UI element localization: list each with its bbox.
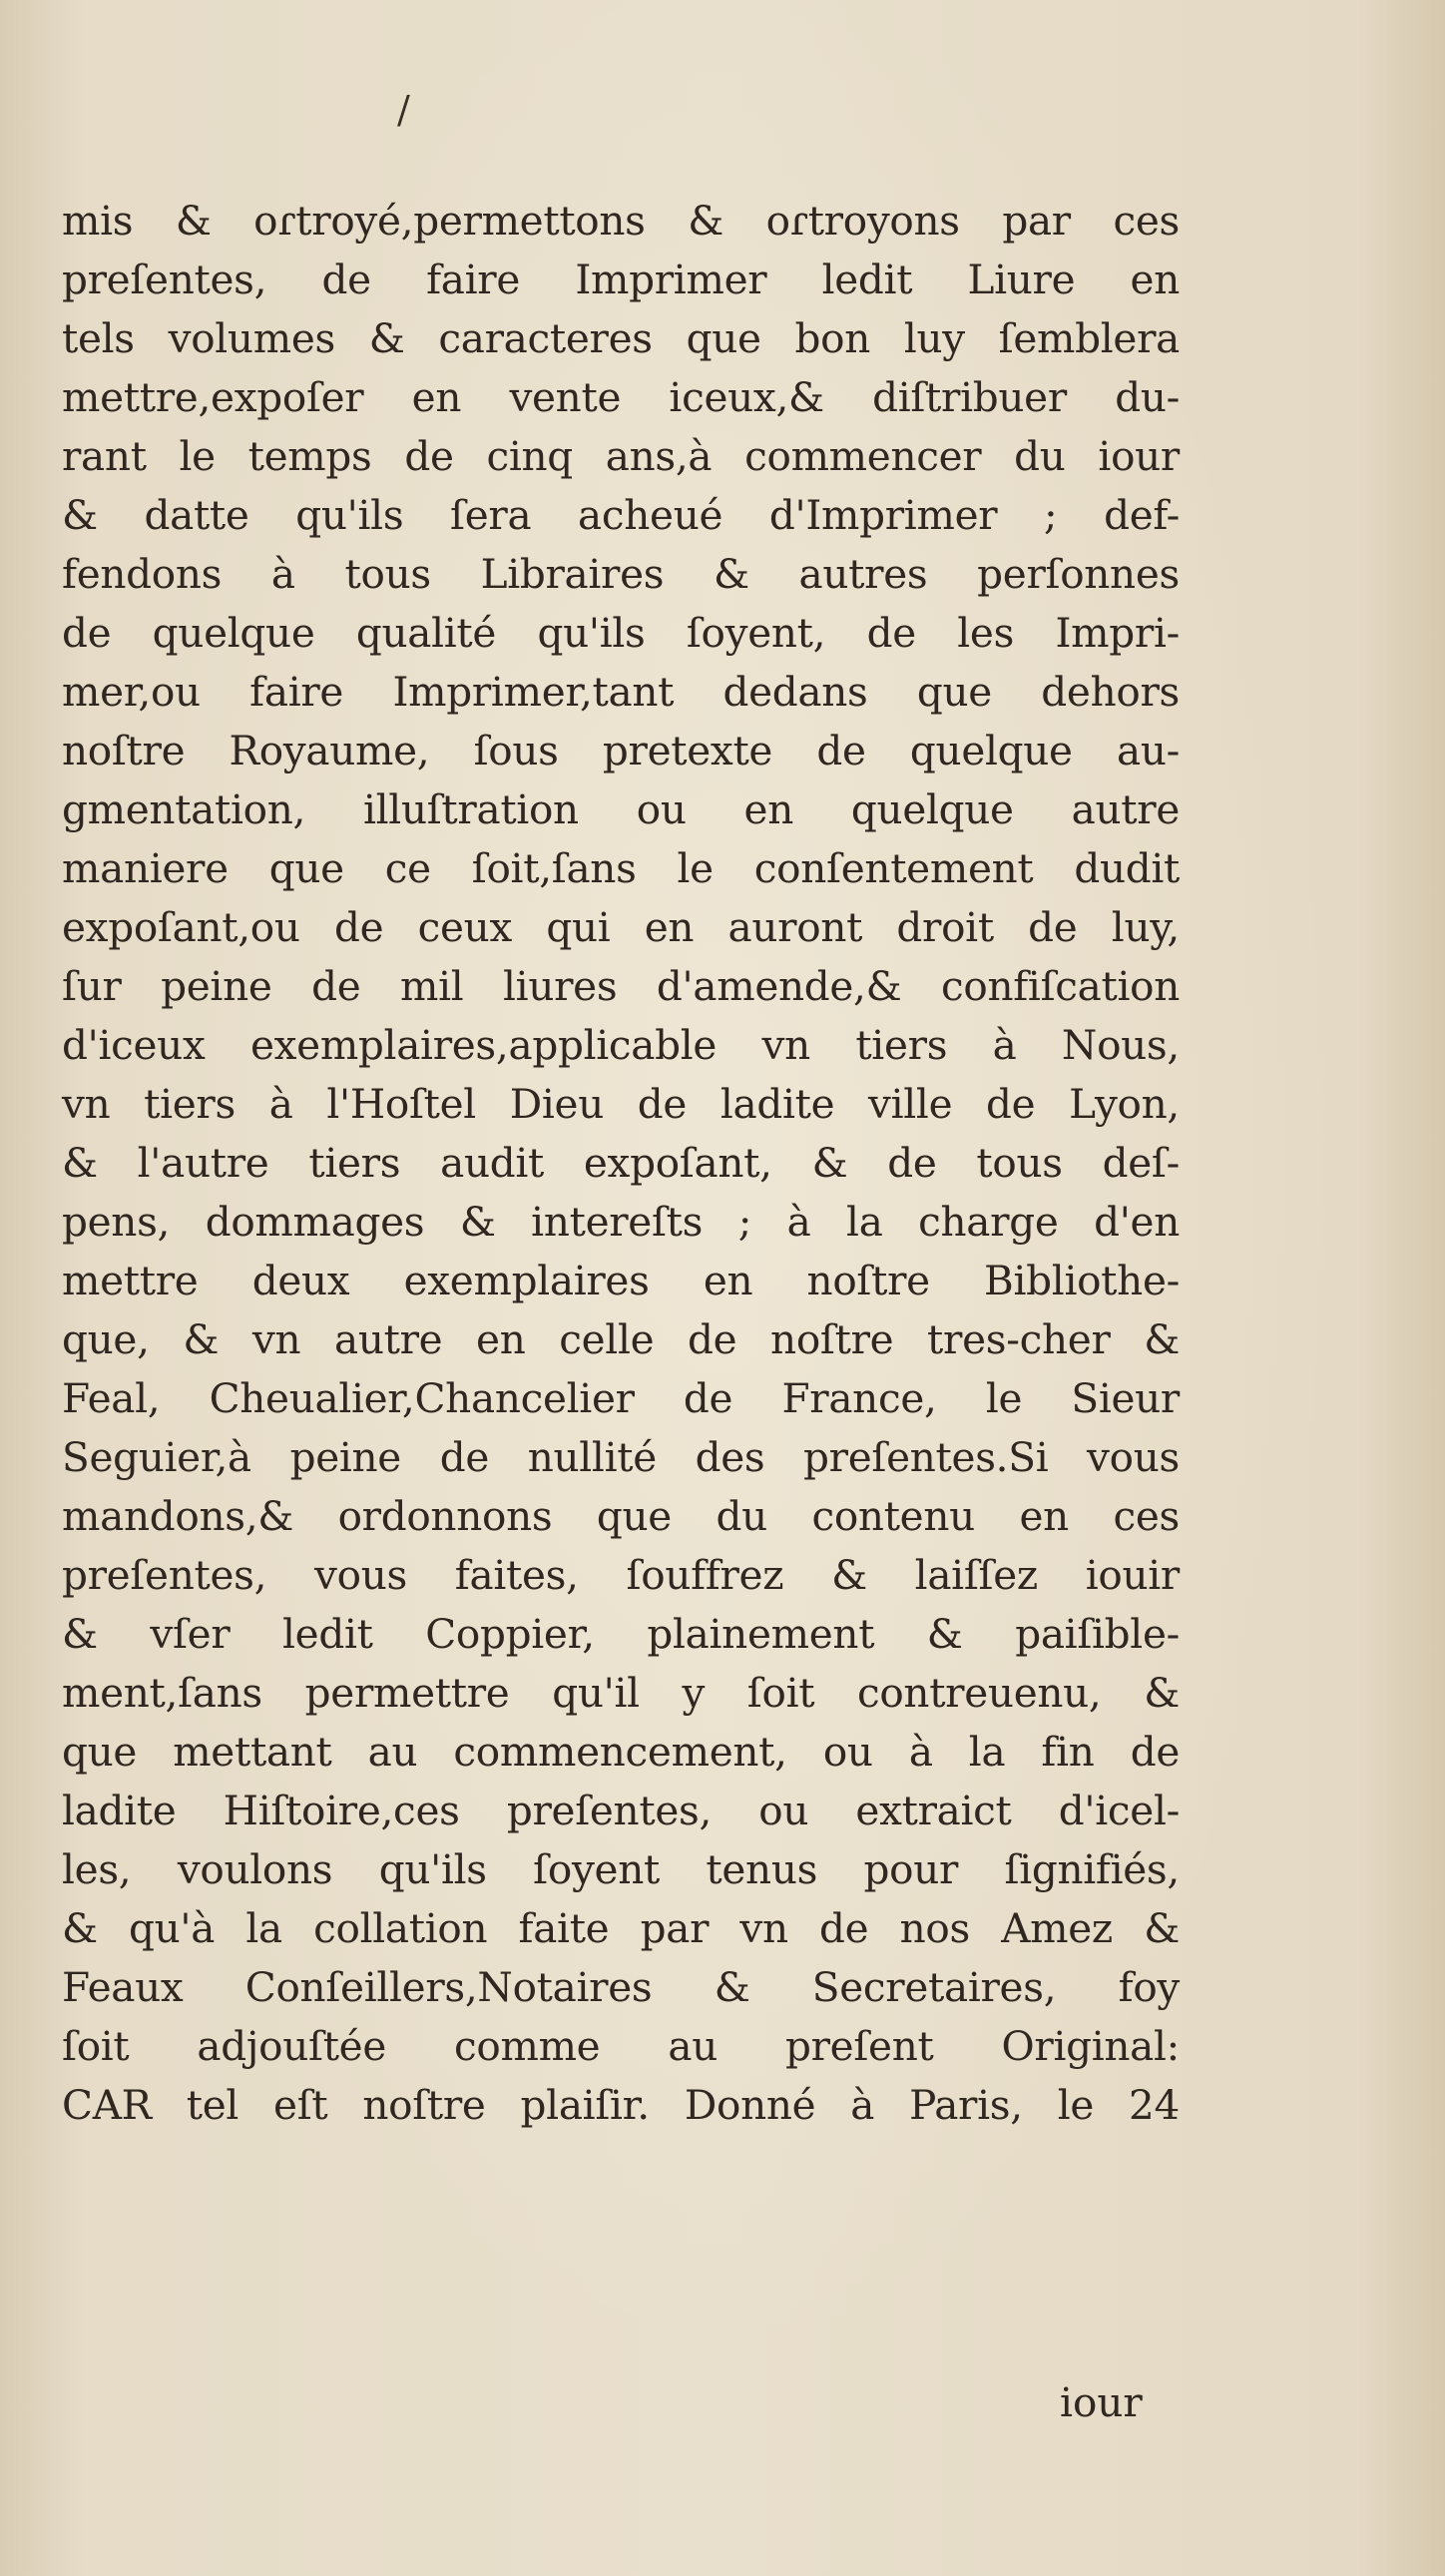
text-line: noſtre Royaume, ſous pretexte de quelque au-: [62, 727, 1180, 774]
text-line: rant le temps de cinq ans,à commencer du iour: [62, 432, 1180, 480]
text-line: mis & oɾtroyé,permettons & oɾtroyons par ces: [62, 197, 1180, 245]
text-line: preſentes, vous faites, ſouffrez & laiſſez iouir: [62, 1551, 1180, 1599]
text-line: preſentes, de faire Imprimer ledit Liure en: [62, 256, 1180, 303]
text-line: Seguier,à peine de nullité des preſentes.Si vous: [62, 1433, 1180, 1481]
text-line: mandons,& ordonnons que du contenu en ces: [62, 1492, 1180, 1540]
text-line: & l'autre tiers audit expoſant, & de tous deſ-: [62, 1139, 1180, 1187]
text-line: mer,ou faire Imprimer,tant dedans que dehors: [62, 668, 1180, 716]
text-line: ment,ſans permettre qu'il y ſoit contreuenu, &: [62, 1669, 1180, 1717]
stray-ink-mark: /: [397, 88, 410, 132]
text-line: que, & vn autre en celle de noſtre tres-cher &: [62, 1315, 1180, 1363]
text-line: fendons à tous Libraires & autres perſonnes: [62, 550, 1180, 598]
text-line: maniere que ce ſoit,ſans le conſentement dudit: [62, 844, 1180, 892]
text-line: que mettant au commencement, ou à la fin de: [62, 1728, 1180, 1776]
text-line: CAR tel eſt noſtre plaiſir. Donné à Paris, le 24: [62, 2081, 1180, 2129]
text-line: Feaux Conſeillers,Notaires & Secretaires, foy: [62, 1963, 1180, 2011]
text-line: les, voulons qu'ils ſoyent tenus pour ſignifiés,: [62, 1845, 1180, 1893]
text-line: vn tiers à l'Hoſtel Dieu de ladite ville de Lyon,: [62, 1080, 1180, 1128]
text-line: ſur peine de mil liures d'amende,& confiſcation: [62, 962, 1180, 1010]
catchword: iour: [1060, 2378, 1143, 2426]
text-line: expoſant,ou de ceux qui en auront droit de luy,: [62, 903, 1180, 951]
text-line: ſoit adjouſtée comme au preſent Original:: [62, 2022, 1180, 2070]
text-line: tels volumes & caracteres que bon luy ſemblera: [62, 314, 1180, 362]
text-line: mettre,expoſer en vente iceux,& diſtribuer du-: [62, 373, 1180, 421]
text-line: Feal, Cheualier,Chancelier de France, le Sieur: [62, 1374, 1180, 1422]
body-text: [62, 192, 1180, 2135]
text-line: gmentation, illuſtration ou en quelque autre: [62, 785, 1180, 833]
text-line: mettre deux exemplaires en noſtre Bibliothe-: [62, 1257, 1180, 1304]
text-line: & datte qu'ils ſera acheué d'Imprimer ; def-: [62, 491, 1180, 539]
text-line: de quelque qualité qu'ils ſoyent, de les Impri-: [62, 609, 1180, 657]
text-line: & qu'à la collation faite par vn de nos Amez &: [62, 1904, 1180, 1952]
text-line: & vſer ledit Coppier, plainement & paiſible-: [62, 1610, 1180, 1658]
text-line: pens, dommages & intereſts ; à la charge d'en: [62, 1198, 1180, 1246]
text-line: ladite Hiſtoire,ces preſentes, ou extraict d'icel-: [62, 1787, 1180, 1834]
text-line: d'iceux exemplaires,applicable vn tiers à Nous,: [62, 1021, 1180, 1069]
